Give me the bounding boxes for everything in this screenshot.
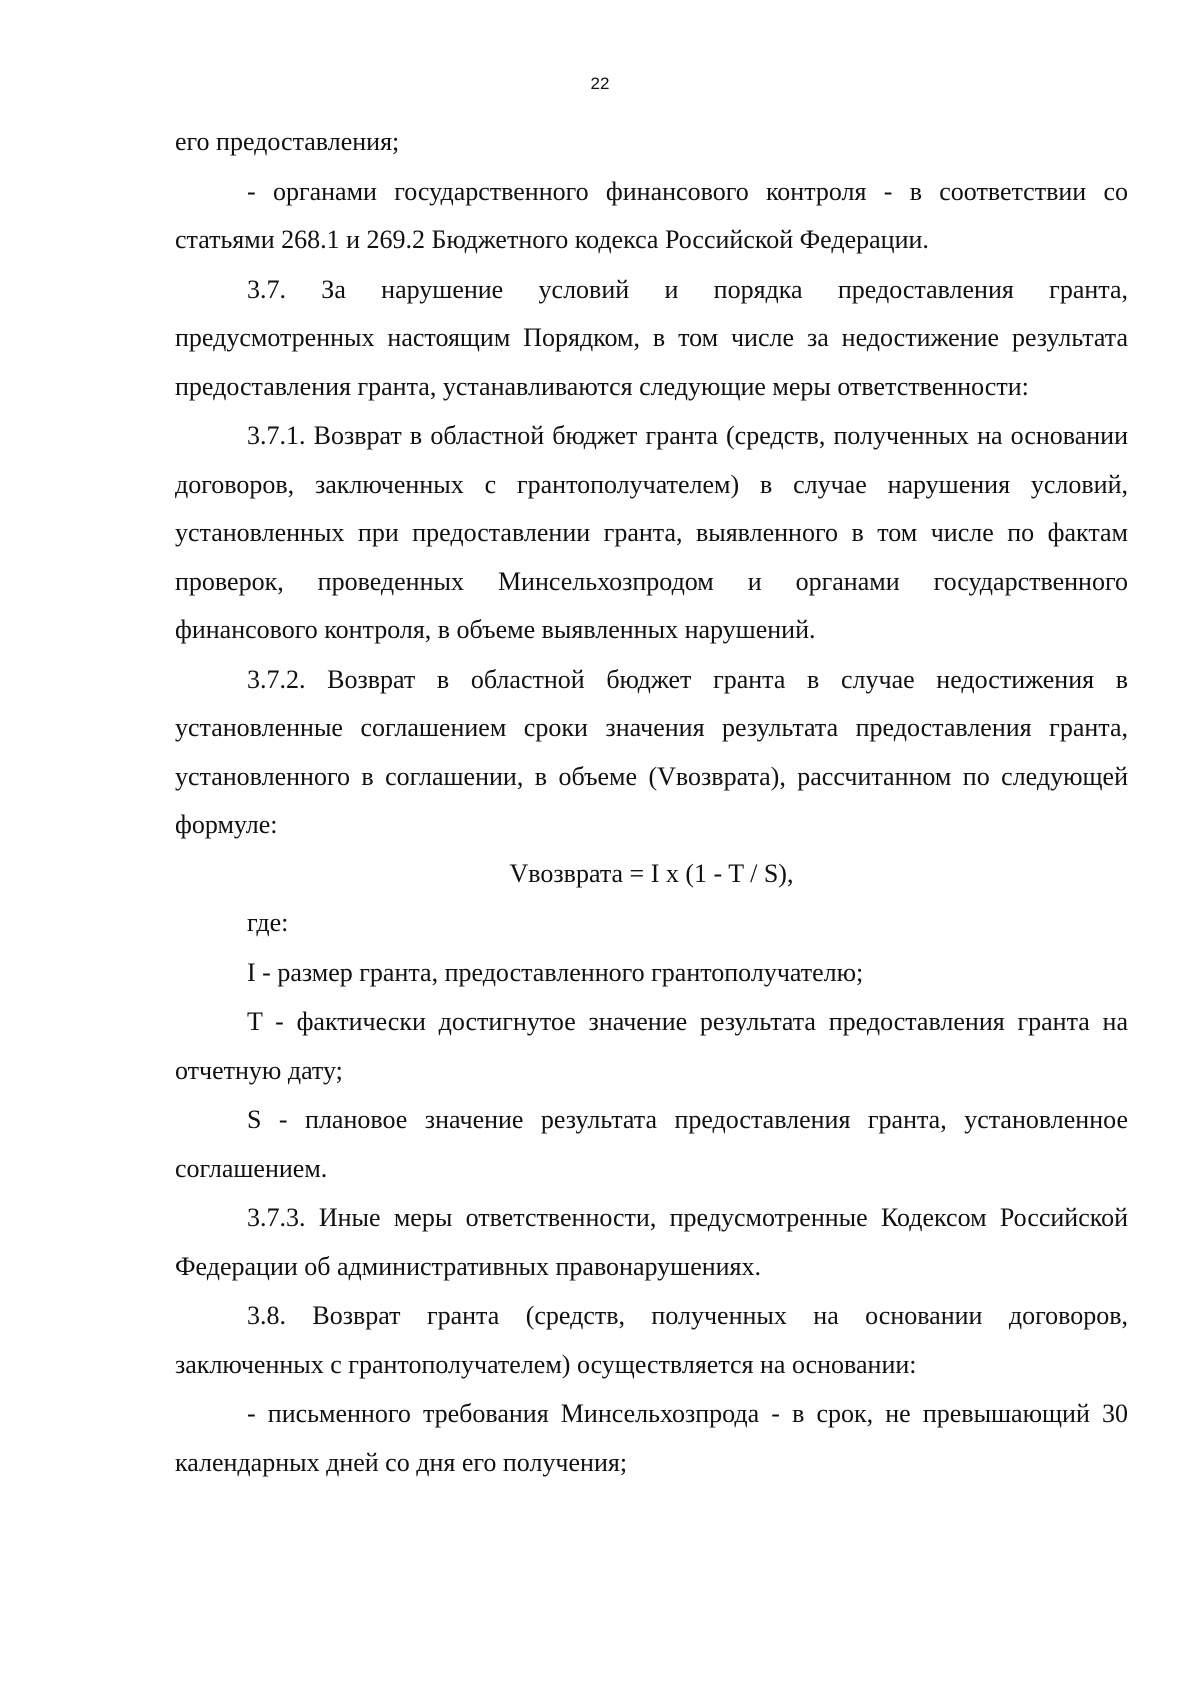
paragraph-3-7-2: 3.7.2. Возврат в областной бюджет гранта в случае недостижения в установленные соглашением сроки значения результата предоставления гранта, установленного в соглашении, в объеме (Vвозврата), рассчитанном по следующей формуле: (175, 664, 1128, 839)
paragraph-where: где: (247, 908, 289, 937)
page-number: 22 (590, 74, 610, 93)
paragraph-3-8: 3.8. Возврат гранта (средств, полученных на основании договоров, заключенных с грантополучателем) осуществляется на основании: (175, 1301, 1128, 1379)
definition-i: I - размер гранта, предоставленного грантополучателю; (247, 957, 864, 987)
document-body (175, 118, 1128, 1487)
paragraph-3-7-3: 3.7.3. Иные меры ответственности, предусмотренные Кодексом Российской Федерации об административных правонарушениях. (175, 1203, 1128, 1281)
paragraph-written-demand: - письменного требования Минсельхозпрода - в срок, не превышающий 30 календарных дней со дня его получения; (175, 1399, 1128, 1477)
definition-s: S - плановое значение результата предоставления гранта, установленное соглашением. (175, 1105, 1128, 1183)
formula: Vвозврата = I x (1 - T / S), (509, 858, 794, 888)
definition-t: T - фактически достигнутое значение результата предоставления гранта на отчетную дату; (175, 1007, 1128, 1085)
paragraph-continuation: его предоставления; (175, 127, 400, 156)
paragraph-control-bodies: - органами государственного финансового контроля - в соответствии со статьями 268.1 и 269.2 Бюджетного кодекса Российской Федерации. (175, 176, 1128, 254)
paragraph-3-7-1: 3.7.1. Возврат в областной бюджет гранта (средств, полученных на основании договоров, заключенных с грантополучателем) в случае нарушения условий, установленных при предоставлении гранта, выявленного в том числе по фактам проверок, проведенных Минсельхозпродом и органами государственного финансового контроля, в объеме выявленных нарушений. (175, 421, 1128, 644)
paragraph-3-7: 3.7. За нарушение условий и порядка предоставления гранта, предусмотренных настоящим Порядком, в том числе за недостижение результата предоставления гранта, устанавливаются следующие меры ответственности: (175, 274, 1128, 401)
